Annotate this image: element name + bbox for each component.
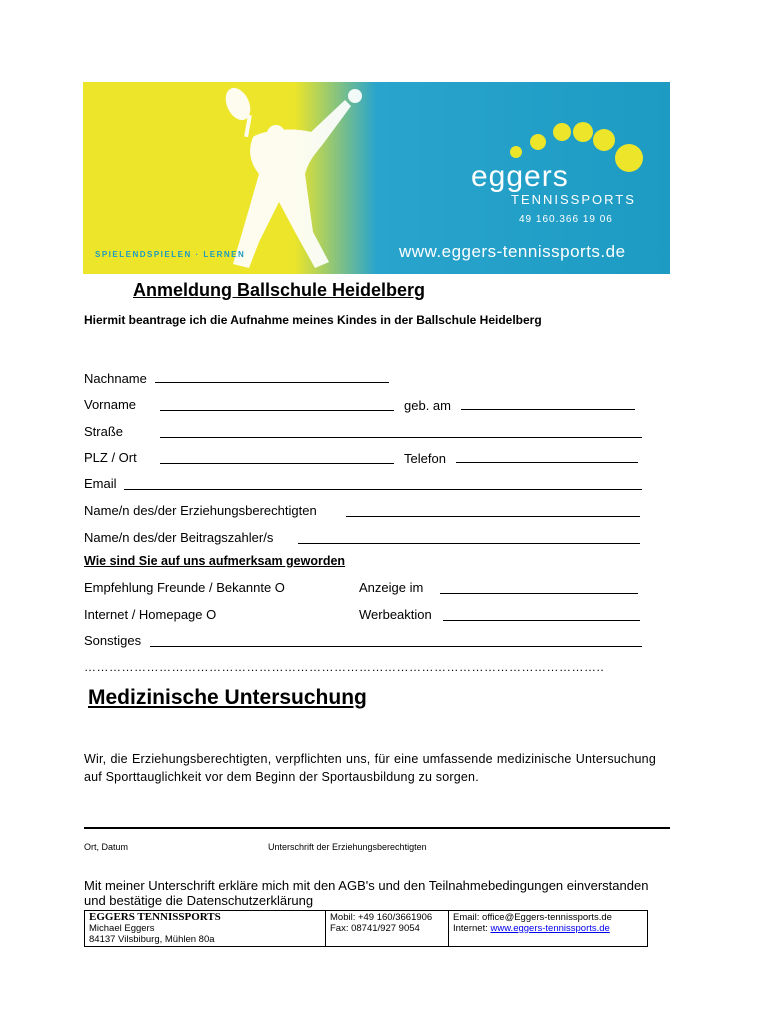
beitragszahler-row <box>84 530 273 545</box>
footer-phone-cell <box>326 911 449 947</box>
header-banner <box>83 82 670 274</box>
form-intro: Hiermit beantrage ich die Aufnahme meines Kindes in der Ballschule Heidelberg <box>84 313 542 327</box>
footer-internet <box>453 923 643 934</box>
internet-option[interactable]: Internet / Homepage O <box>84 607 217 622</box>
geb-am-label: geb. am <box>404 398 451 413</box>
footer-name: Michael Eggers <box>89 923 155 934</box>
email-field[interactable] <box>124 477 642 490</box>
erziehungsberechtigte-label: Name/n des/der Erziehungsberechtigten <box>84 503 317 518</box>
plz-ort-label: PLZ / Ort <box>84 450 137 465</box>
footer-internet-link[interactable]: www.eggers-tennissports.de <box>490 923 610 934</box>
medical-heading: Medizinische Untersuchung <box>88 686 367 709</box>
signature-line[interactable] <box>84 827 670 829</box>
footer-email[interactable]: Email: office@Eggers-tennissports.de <box>453 912 612 923</box>
geb-am-field[interactable] <box>461 397 635 410</box>
vorname-label: Vorname <box>84 397 137 412</box>
nachname-field[interactable] <box>155 370 389 383</box>
footer-fax: Fax: 08741/927 9054 <box>330 923 420 934</box>
footer-web-cell <box>449 911 648 947</box>
erziehungsberechtigte-row <box>84 503 317 518</box>
unterschrift-label: Unterschrift der Erziehungsberechtigten <box>268 842 427 852</box>
brand-website: www.eggers-tennissports.de <box>399 242 626 261</box>
sonstiges-field[interactable] <box>150 634 642 647</box>
anzeige-field[interactable] <box>440 581 638 594</box>
source-heading: Wie sind Sie auf uns aufmerksam geworden <box>84 554 346 568</box>
strasse-row <box>84 424 123 439</box>
footer-address: 84137 Vilsbiburg, Mühlen 80a <box>89 934 215 945</box>
footer-internet-label: Internet: <box>453 923 488 934</box>
vorname-row <box>84 397 136 412</box>
email-label: Email <box>84 476 117 491</box>
agb-statement: Mit meiner Unterschrift erkläre mich mit den AGB's und den Teilnahmebedingungen einverstanden und bestätige die Datenschutzerklärung <box>84 878 649 908</box>
anzeige-label: Anzeige im <box>359 580 424 595</box>
brand-phone: 49 160.366 19 06 <box>519 214 613 225</box>
medical-text: Wir, die Erziehungsberechtigten, verpflichten uns, für eine umfassende medizinische Untersuchung auf Sporttauglichkeit vor dem Beginn der Sportausbildung zu sorgen. <box>84 752 656 784</box>
nachname-row <box>84 370 389 386</box>
werbeaktion-row <box>359 607 432 622</box>
footer-contact-table <box>84 910 648 947</box>
brand-subtitle: TENNISSPORTS <box>511 192 636 207</box>
erziehungsberechtigte-field[interactable] <box>346 504 640 517</box>
werbeaktion-field[interactable] <box>443 608 640 621</box>
vorname-field[interactable] <box>160 398 394 411</box>
sonstiges-row <box>84 633 141 648</box>
nachname-label: Nachname <box>84 371 147 386</box>
werbeaktion-label: Werbeaktion <box>359 607 432 622</box>
telefon-label: Telefon <box>404 451 446 466</box>
plz-ort-field[interactable] <box>160 451 394 464</box>
strasse-label: Straße <box>84 424 124 439</box>
ort-datum-label: Ort, Datum <box>84 842 129 852</box>
beitragszahler-field[interactable] <box>298 531 640 544</box>
telefon-row <box>404 450 638 466</box>
dotted-separator: …………………………………………………………………………………………………………….. <box>84 660 605 674</box>
form-title: Anmeldung Ballschule Heidelberg <box>133 280 426 300</box>
plz-ort-row <box>84 450 137 465</box>
strasse-field[interactable] <box>160 425 642 438</box>
footer-company-cell <box>85 911 326 947</box>
brand-name: eggers <box>471 160 569 193</box>
geb-am-row <box>404 397 635 413</box>
empfehlung-option[interactable]: Empfehlung Freunde / Bekannte O <box>84 580 285 595</box>
footer-mobil: Mobil: +49 160/3661906 <box>330 912 433 923</box>
brand-tagline: SPIELENDSPIELEN · LERNEN <box>95 250 246 259</box>
telefon-field[interactable] <box>456 450 638 463</box>
sonstiges-label: Sonstiges <box>84 633 142 648</box>
anzeige-row <box>359 580 423 595</box>
email-row <box>84 476 117 491</box>
footer-company: EGGERS TENNISSPORTS <box>89 911 221 923</box>
beitragszahler-label: Name/n des/der Beitragszahler/s <box>84 530 274 545</box>
